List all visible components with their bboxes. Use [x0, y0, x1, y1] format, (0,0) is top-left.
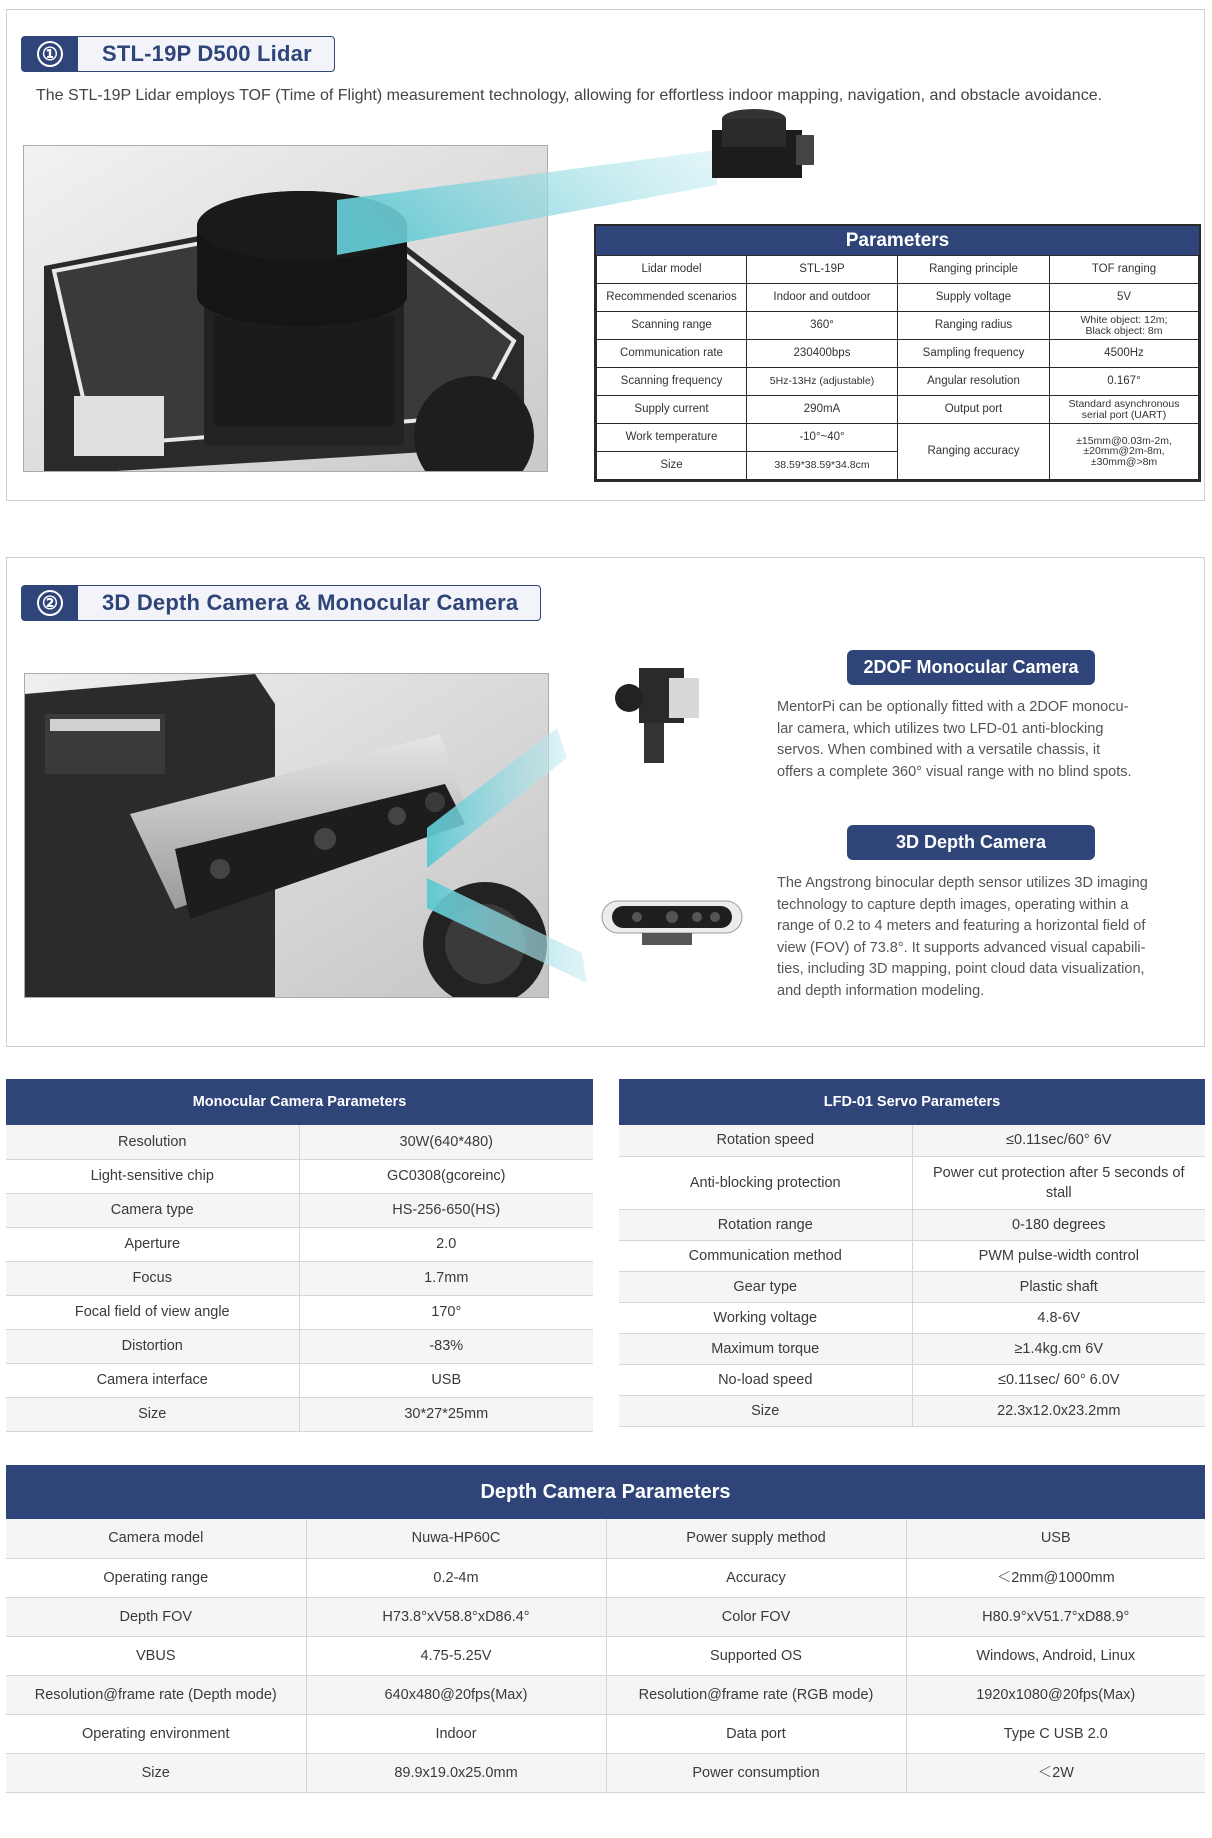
table-row [619, 1333, 1205, 1364]
param-label: Sampling frequency [898, 340, 1050, 368]
camera-section-header [21, 585, 541, 621]
table-row [6, 1558, 1205, 1597]
depth-camera-table [6, 1465, 1205, 1793]
lidar-param-row [597, 396, 1199, 424]
lidar-section [6, 9, 1205, 501]
param-value: 4500Hz [1050, 340, 1199, 368]
spec-value: 2.0 [299, 1227, 593, 1261]
param-label: Ranging principle [898, 256, 1050, 284]
spec-label: Distortion [6, 1329, 299, 1363]
table-row [6, 1636, 1205, 1675]
param-label: Ranging radius [898, 312, 1050, 340]
spec-value: 1920x1080@20fps(Max) [906, 1675, 1205, 1714]
spec-value: 4.8-6V [912, 1302, 1205, 1333]
monocular-table-title: Monocular Camera Parameters [6, 1079, 593, 1125]
table-row [6, 1261, 593, 1295]
spec-value: Nuwa-HP60C [306, 1519, 606, 1558]
lidar-section-title: STL-19P D500 Lidar [102, 41, 312, 66]
table-row [6, 1519, 1205, 1558]
spec-label: Maximum torque [619, 1333, 912, 1364]
table-row [619, 1240, 1205, 1271]
section-number-badge: ② [22, 586, 78, 620]
spec-value: USB [299, 1363, 593, 1397]
table-row [619, 1302, 1205, 1333]
lidar-param-row [597, 424, 1199, 452]
spec-label: Resolution [6, 1125, 299, 1159]
param-value: Indoor and outdoor [747, 284, 898, 312]
spec-value: ≤0.11sec/60° 6V [912, 1125, 1205, 1156]
table-row [6, 1227, 593, 1261]
param-label: Output port [898, 396, 1050, 424]
spec-label: Operating environment [6, 1714, 306, 1753]
param-label: Angular resolution [898, 368, 1050, 396]
spec-label: Rotation range [619, 1209, 912, 1240]
spec-label: Color FOV [606, 1597, 906, 1636]
spec-value: USB [906, 1519, 1205, 1558]
spec-label: Accuracy [606, 1558, 906, 1597]
table-row [6, 1753, 1205, 1792]
lidar-section-header [21, 36, 335, 72]
section-number-badge: ① [22, 37, 78, 71]
spec-value: Plastic shaft [912, 1271, 1205, 1302]
table-row [6, 1714, 1205, 1753]
spec-label: Camera interface [6, 1363, 299, 1397]
param-label: Scanning frequency [597, 368, 747, 396]
spec-label: Size [6, 1753, 306, 1792]
param-label: Supply current [597, 396, 747, 424]
spec-label: Power supply method [606, 1519, 906, 1558]
spec-value: -83% [299, 1329, 593, 1363]
spec-value: 0-180 degrees [912, 1209, 1205, 1240]
param-value: 290mA [747, 396, 898, 424]
spec-label: Operating range [6, 1558, 306, 1597]
lidar-parameters-title: Parameters [596, 226, 1199, 255]
spec-value: H73.8°xV58.8°xD86.4° [306, 1597, 606, 1636]
spec-value: Windows, Android, Linux [906, 1636, 1205, 1675]
spec-value: 640x480@20fps(Max) [306, 1675, 606, 1714]
param-value: TOF ranging [1050, 256, 1199, 284]
servo-table-title: LFD-01 Servo Parameters [619, 1079, 1205, 1125]
depth-table-title: Depth Camera Parameters [6, 1465, 1205, 1519]
spec-label: Camera type [6, 1193, 299, 1227]
param-value: 230400bps [747, 340, 898, 368]
param-label: Scanning range [597, 312, 747, 340]
monocular-camera-table [6, 1079, 593, 1432]
param-value: 360° [747, 312, 898, 340]
spec-label: Gear type [619, 1271, 912, 1302]
spec-label: Communication method [619, 1240, 912, 1271]
param-label: Work temperature [597, 424, 747, 452]
spec-label: Size [619, 1395, 912, 1426]
table-row [6, 1125, 593, 1159]
spec-label: Resolution@frame rate (Depth mode) [6, 1675, 306, 1714]
table-row [6, 1597, 1205, 1636]
spec-label: Rotation speed [619, 1125, 912, 1156]
spec-label: Data port [606, 1714, 906, 1753]
param-label: Supply voltage [898, 284, 1050, 312]
lidar-param-row [597, 340, 1199, 368]
spec-label: Supported OS [606, 1636, 906, 1675]
param-label: Lidar model [597, 256, 747, 284]
spec-value: Indoor [306, 1714, 606, 1753]
lidar-param-row [597, 256, 1199, 284]
servo-table [619, 1079, 1205, 1427]
spec-label: No-load speed [619, 1364, 912, 1395]
table-row [619, 1364, 1205, 1395]
param-label: Communication rate [597, 340, 747, 368]
spec-label: Power consumption [606, 1753, 906, 1792]
table-row [6, 1295, 593, 1329]
param-value: -10°~40° [747, 424, 898, 452]
param-value: ±15mm@0.03m-2m, ±20mm@2m-8m, ±30mm@>8m [1050, 424, 1199, 480]
table-row [6, 1675, 1205, 1714]
param-value: Standard asynchronous serial port (UART) [1050, 396, 1199, 424]
spec-value: H80.9°xV51.7°xD88.9° [906, 1597, 1205, 1636]
table-row [619, 1156, 1205, 1209]
depth-camera-description: The Angstrong binocular depth sensor utilizes 3D imaging technology to capture depth images, operating within a range of 0.2 to 4 meters and featuring a horizontal field of view (FOV) of 73.8°. It supports advanced visual capabili- ties, including 3D mapping, point cloud data visualization, and depth information modeling. [777, 875, 1148, 999]
spec-label: Focus [6, 1261, 299, 1295]
param-value: 5V [1050, 284, 1199, 312]
spec-label: Camera model [6, 1519, 306, 1558]
spec-label: Resolution@frame rate (RGB mode) [606, 1675, 906, 1714]
spec-value: 4.75-5.25V [306, 1636, 606, 1675]
spec-value: ＜2mm@1000mm [906, 1558, 1205, 1597]
table-row [619, 1209, 1205, 1240]
param-value: 0.167° [1050, 368, 1199, 396]
spec-value: 30*27*25mm [299, 1397, 593, 1431]
spec-label: Size [6, 1397, 299, 1431]
table-row [619, 1125, 1205, 1156]
spec-value: 1.7mm [299, 1261, 593, 1295]
spec-value: 22.3x12.0x23.2mm [912, 1395, 1205, 1426]
camera-section-title: 3D Depth Camera & Monocular Camera [102, 590, 519, 615]
table-row [6, 1329, 593, 1363]
lidar-parameters-table [594, 224, 1201, 482]
spec-label: Anti-blocking protection [619, 1156, 912, 1209]
lidar-param-row [597, 284, 1199, 312]
spec-value: ≥1.4kg.cm 6V [912, 1333, 1205, 1364]
camera-highlight-beams [407, 708, 607, 1008]
spec-label: Depth FOV [6, 1597, 306, 1636]
param-value: STL-19P [747, 256, 898, 284]
param-label: Size [597, 452, 747, 480]
spec-value: Type C USB 2.0 [906, 1714, 1205, 1753]
table-row [6, 1397, 593, 1431]
param-value: White object: 12m; Black object: 8m [1050, 312, 1199, 340]
spec-value: HS-256-650(HS) [299, 1193, 593, 1227]
spec-value: PWM pulse-width control [912, 1240, 1205, 1271]
spec-value: 30W(640*480) [299, 1125, 593, 1159]
monocular-camera-image [599, 658, 709, 768]
mono-camera-description: MentorPi can be optionally fitted with a 2DOF monocu- lar camera, which utilizes two LFD-01 anti-blocking servos. When combined with a versatile chassis, it offers a complete 360° visual range with no blind spots. [777, 699, 1132, 780]
table-row [6, 1363, 593, 1397]
spec-value: 89.9x19.0x25.0mm [306, 1753, 606, 1792]
table-row [619, 1395, 1205, 1426]
table-row [6, 1193, 593, 1227]
table-row [619, 1271, 1205, 1302]
mono-camera-pill: 2DOF Monocular Camera [847, 650, 1095, 685]
spec-label: Focal field of view angle [6, 1295, 299, 1329]
depth-camera-pill: 3D Depth Camera [847, 825, 1095, 860]
spec-value: ≤0.11sec/ 60° 6.0V [912, 1364, 1205, 1395]
spec-label: Aperture [6, 1227, 299, 1261]
param-value: 5Hz-13Hz (adjustable) [747, 368, 898, 396]
param-label: Ranging accuracy [898, 424, 1050, 480]
spec-value: 0.2-4m [306, 1558, 606, 1597]
spec-label: Light-sensitive chip [6, 1159, 299, 1193]
spec-label: Working voltage [619, 1302, 912, 1333]
lidar-param-row [597, 312, 1199, 340]
depth-camera-image [597, 893, 747, 953]
spec-value: GC0308(gcoreinc) [299, 1159, 593, 1193]
param-label: Recommended scenarios [597, 284, 747, 312]
lidar-device-image [704, 105, 819, 185]
spec-label: VBUS [6, 1636, 306, 1675]
spec-value: ＜2W [906, 1753, 1205, 1792]
table-row [6, 1159, 593, 1193]
param-value: 38.59*38.59*34.8cm [747, 452, 898, 480]
lidar-description: The STL-19P Lidar employs TOF (Time of Flight) measurement technology, allowing for effortless indoor mapping, navigation, and obstacle avoidance. [36, 87, 1103, 104]
spec-value: Power cut protection after 5 seconds of stall [912, 1156, 1205, 1209]
spec-value: 170° [299, 1295, 593, 1329]
lidar-param-row [597, 368, 1199, 396]
camera-section [6, 557, 1205, 1047]
